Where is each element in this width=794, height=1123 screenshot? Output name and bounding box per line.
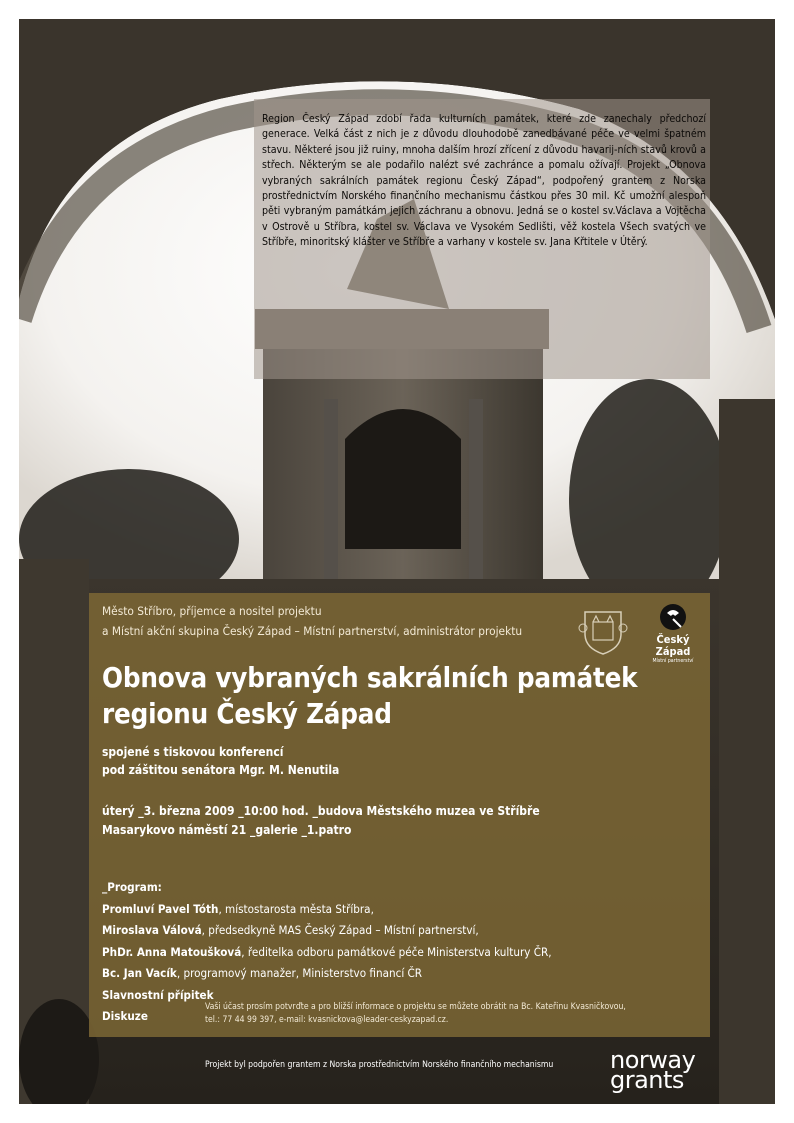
organizers (102, 601, 522, 641)
title-line-2: regionu Český Západ (102, 698, 392, 730)
event-location: Masarykovo náměstí 21 _galerie _1.patro (102, 823, 352, 837)
norway-grants-logo (610, 1046, 696, 1094)
program-item: Bc. Jan Vacík, programový manažer, Ministerstvo financí ČR (102, 966, 423, 980)
subtitle-line-2: pod záštitou senátora Mgr. M. Nenutila (102, 762, 340, 777)
norway-grants-logo-line-2: grants (610, 1066, 684, 1094)
event-date-time: úterý _3. března 2009 _10:00 hod. _budova Městského muzea ve Stříbře (102, 804, 540, 818)
rsvp-line-1: Vaši účast prosím potvrďte a pro bližší informace o projektu se můžete obrátit na Bc. Kateřinu Kvasničkovou, (205, 1002, 626, 1012)
norway-grants-logo-line-1: norway (610, 1046, 696, 1074)
event-details (102, 802, 540, 840)
program-item: Miroslava Válová, předsedkyně MAS Český Západ – Místní partnerství, (102, 923, 479, 937)
rsvp-note (205, 1001, 626, 1027)
organizer-line-1: Město Stříbro, příjemce a nositel projektu (102, 604, 322, 618)
program-item: PhDr. Anna Matoušková, ředitelka odboru památkové péče Ministerstva kultury ČR, (102, 944, 552, 959)
program-heading: _Program: (102, 880, 162, 894)
cesky-zapad-logo-tagline: Místní partnerství (652, 658, 694, 664)
cesky-zapad-logo-icon (658, 602, 688, 632)
program-item: Diskuze (102, 1009, 148, 1023)
page-title (102, 660, 637, 732)
cesky-zapad-logo-name: Český Západ (655, 633, 691, 658)
intro-paragraph: Region Český Západ zdobí řada kulturních památek, které zde zanechaly předchozí generace. Velká část z nich je z důvodu dlouhodobě zanedbávané péče ve velmi špatném stavu. Některé jsou již ruiny, mnoha dalším hrozí zřícení z důvodu havarij-ních stavů krovů a střech. Některým se ale podařilo nalézt své zachránce a pomalu ožívají. Projekt „Obnova vybraných sakrálních památek regionu Český Západ“, podpořený grantem z Norska prostřednictvím Norského finančního mechanismu částkou přes 30 mil. Kč umožní alespoň pěti vybraným památkám jejich záchranu a obnovu. Jedná se o kostel sv.Václava a Vojtěcha v Ostrově u Stříbra, kostel sv. Václava ve Vysokém Sedlišti, věž kostela Všech svatých ve Stříbře, minoritský klášter ve Stříbře a varhany v kostele sv. Jana Křtitele v Útěrý. (262, 113, 706, 249)
rsvp-contact: tel.: 77 44 99 397, e-mail: kvasnickova@leader-ceskyzapad.cz. (205, 1015, 449, 1025)
organizer-line-2: a Místní akční skupina Český Západ – Místní partnerství, administrátor projektu (102, 624, 523, 638)
cesky-zapad-logo (638, 602, 708, 664)
subtitle (102, 744, 339, 779)
title-line-1: Obnova vybraných sakrálních památek (102, 662, 638, 694)
coat-of-arms-icon (577, 604, 629, 656)
subtitle-line-1: spojené s tiskovou konferencí (102, 745, 284, 759)
program-item: Slavnostní přípitek (102, 987, 214, 1002)
footer-funding-note: Projekt byl podpořen grantem z Norska prostřednictvím Norského finančního mechanismu (205, 1060, 554, 1070)
program-item: Promluví Pavel Tóth, místostarosta města Stříbra, (102, 901, 374, 916)
